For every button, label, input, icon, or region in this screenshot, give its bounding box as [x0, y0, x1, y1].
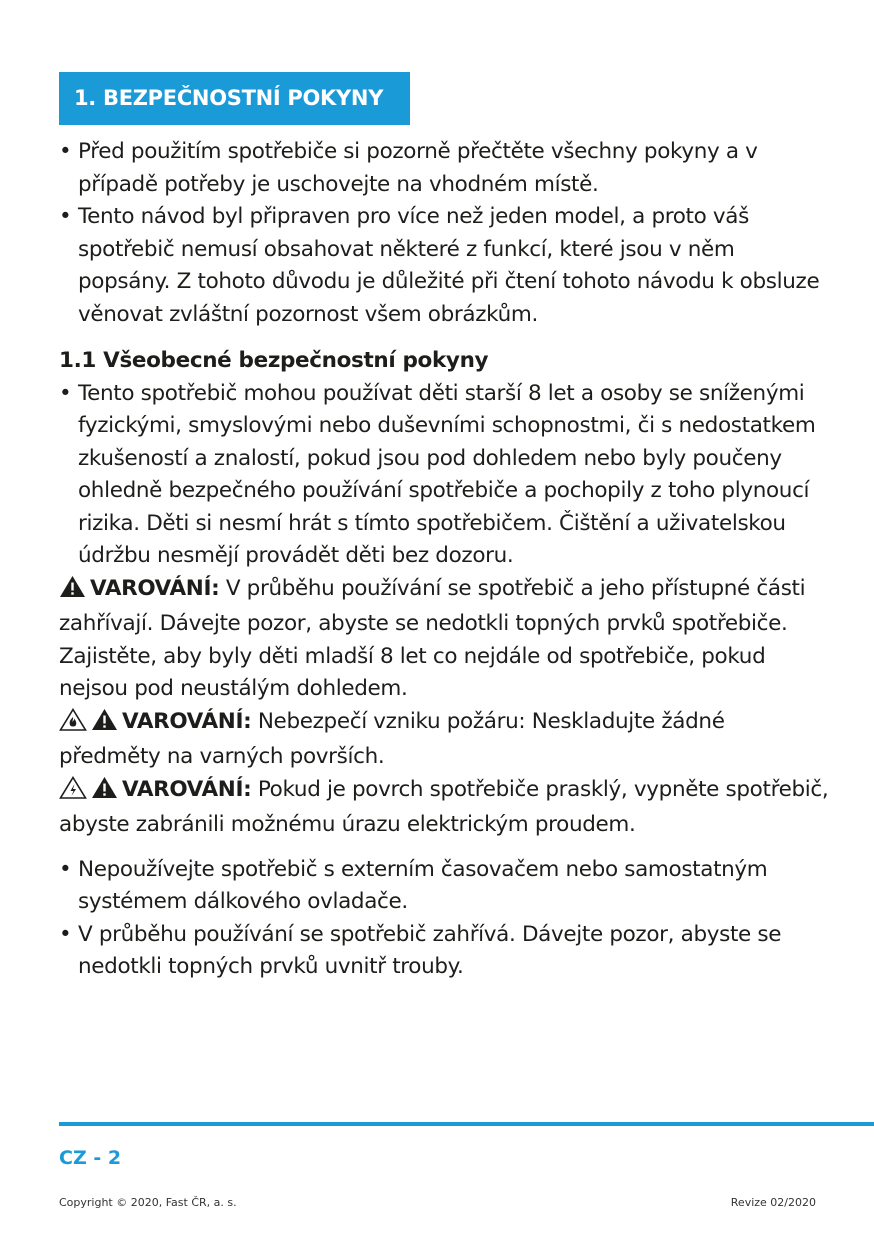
warning-paragraph: [59, 573, 829, 706]
warning-text: Pokud je povrch spotřebiče prasklý, vypněte spotřebič, abyste zabránili možnému úrazu elektrickým proudem.: [59, 776, 829, 837]
footer-divider: [59, 1122, 874, 1126]
warning-triangle-icon: [91, 708, 118, 742]
general-bullet-list: [59, 378, 829, 573]
list-item: • Nepoužívejte spotřebič s externím časovačem nebo samostatným systémem dálkového ovladače.: [59, 854, 829, 919]
list-item: • Tento návod byl připraven pro více než jeden model, a proto váš spotřebič nemusí obsahovat některé z funkcí, které jsou v něm popsány. Z tohoto důvodu je důležité při čtení tohoto návodu k obsluze věnovat zvláštní pozornost všem obrázkům.: [59, 201, 829, 331]
warning-label: VAROVÁNÍ:: [122, 776, 252, 802]
subsection-title: 1.1 Všeobecné bezpečnostní pokyny: [59, 348, 489, 373]
section-header: 1. BEZPEČNOSTNÍ POKYNY: [59, 72, 410, 125]
electric-hazard-icon: [59, 776, 87, 810]
warning-paragraph: [59, 774, 829, 842]
spacer: [59, 842, 829, 854]
final-bullet-list: [59, 854, 829, 984]
copyright-text: Copyright © 2020, Fast ČR, a. s.: [59, 1196, 237, 1209]
warning-triangle-icon: [91, 776, 118, 810]
list-item: • Před použitím spotřebiče si pozorně přečtěte všechny pokyny a v případě potřeby je uschovejte na vhodném místě.: [59, 136, 829, 201]
list-item: • V průběhu používání se spotřebič zahřívá. Dávejte pozor, abyste se nedotkli topných prvků uvnitř trouby.: [59, 919, 829, 984]
list-item: • Tento spotřebič mohou používat děti starší 8 let a osoby se sníženými fyzickými, smyslovými nebo duševními schopnostmi, či s nedostatkem zkušeností a znalostí, pokud jsou pod dohledem nebo byly poučeny ohledně bezpečného používání spotřebiče a pochopily z toho plynoucí rizika. Děti si nesmí hrát s tímto spotřebičem. Čištění a uživatelskou údržbu nesmějí provádět děti bez dozoru.: [59, 378, 829, 573]
warning-label: VAROVÁNÍ:: [122, 708, 252, 734]
warning-paragraph: [59, 706, 829, 774]
warning-text: V průběhu používání se spotřebič a jeho přístupné části zahřívají. Dávejte pozor, abyste se nedotkli topných prvků spotřebiče. Zajistěte, aby byly děti mladší 8 let co nejdále od spotřebiče, pokud nejsou pod neustálým dohledem.: [59, 575, 806, 701]
page-number: CZ - 2: [59, 1147, 122, 1169]
warning-text: Nebezpečí vzniku požáru: Neskladujte žádné předměty na varných površích.: [59, 708, 725, 769]
page-content: [59, 136, 829, 984]
warning-label: VAROVÁNÍ:: [90, 575, 220, 601]
revision-text: Revize 02/2020: [730, 1196, 816, 1209]
intro-bullet-list: [59, 136, 829, 331]
warning-triangle-icon: [59, 575, 86, 609]
fire-hazard-icon: [59, 708, 87, 742]
